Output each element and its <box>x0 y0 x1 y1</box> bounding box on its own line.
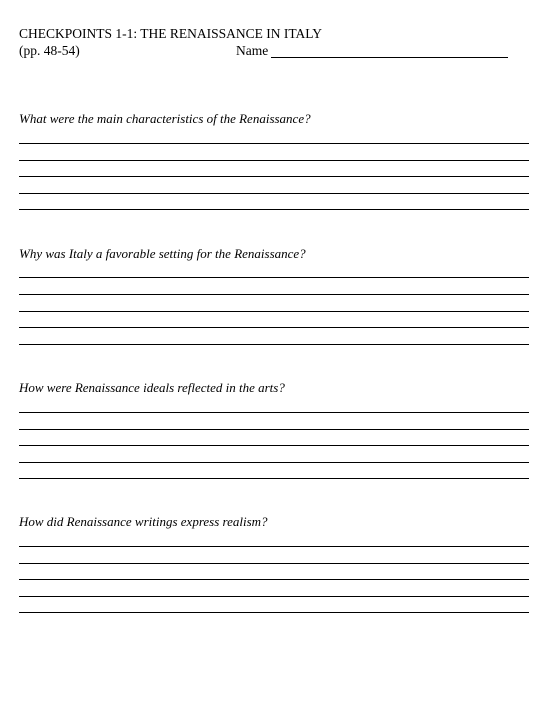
answer-line[interactable] <box>19 579 529 580</box>
answer-line[interactable] <box>19 344 529 345</box>
question-4: How did Renaissance writings express realism? <box>19 514 268 529</box>
answer-line[interactable] <box>19 412 529 413</box>
question-1: What were the main characteristics of the Renaissance? <box>19 111 311 126</box>
answer-line[interactable] <box>19 277 529 278</box>
answer-line[interactable] <box>19 294 529 295</box>
answer-line[interactable] <box>19 160 529 161</box>
answer-line[interactable] <box>19 209 529 210</box>
question-2: Why was Italy a favorable setting for the Renaissance? <box>19 246 306 261</box>
answer-line[interactable] <box>19 612 529 613</box>
worksheet-title: CHECKPOINTS 1-1: THE RENAISSANCE IN ITALY <box>19 26 322 41</box>
answer-line[interactable] <box>19 546 529 547</box>
question-3: How were Renaissance ideals reflected in the arts? <box>19 380 285 395</box>
answer-line[interactable] <box>19 193 529 194</box>
answer-line[interactable] <box>19 478 529 479</box>
page-range: (pp. 48-54) <box>19 43 80 58</box>
answer-line[interactable] <box>19 429 529 430</box>
answer-line[interactable] <box>19 563 529 564</box>
answer-line[interactable] <box>19 596 529 597</box>
answer-line[interactable] <box>19 327 529 328</box>
name-blank-line[interactable] <box>271 57 508 58</box>
answer-line[interactable] <box>19 143 529 144</box>
answer-line[interactable] <box>19 445 529 446</box>
answer-line[interactable] <box>19 462 529 463</box>
name-label: Name <box>236 43 269 58</box>
answer-line[interactable] <box>19 176 529 177</box>
answer-line[interactable] <box>19 311 529 312</box>
